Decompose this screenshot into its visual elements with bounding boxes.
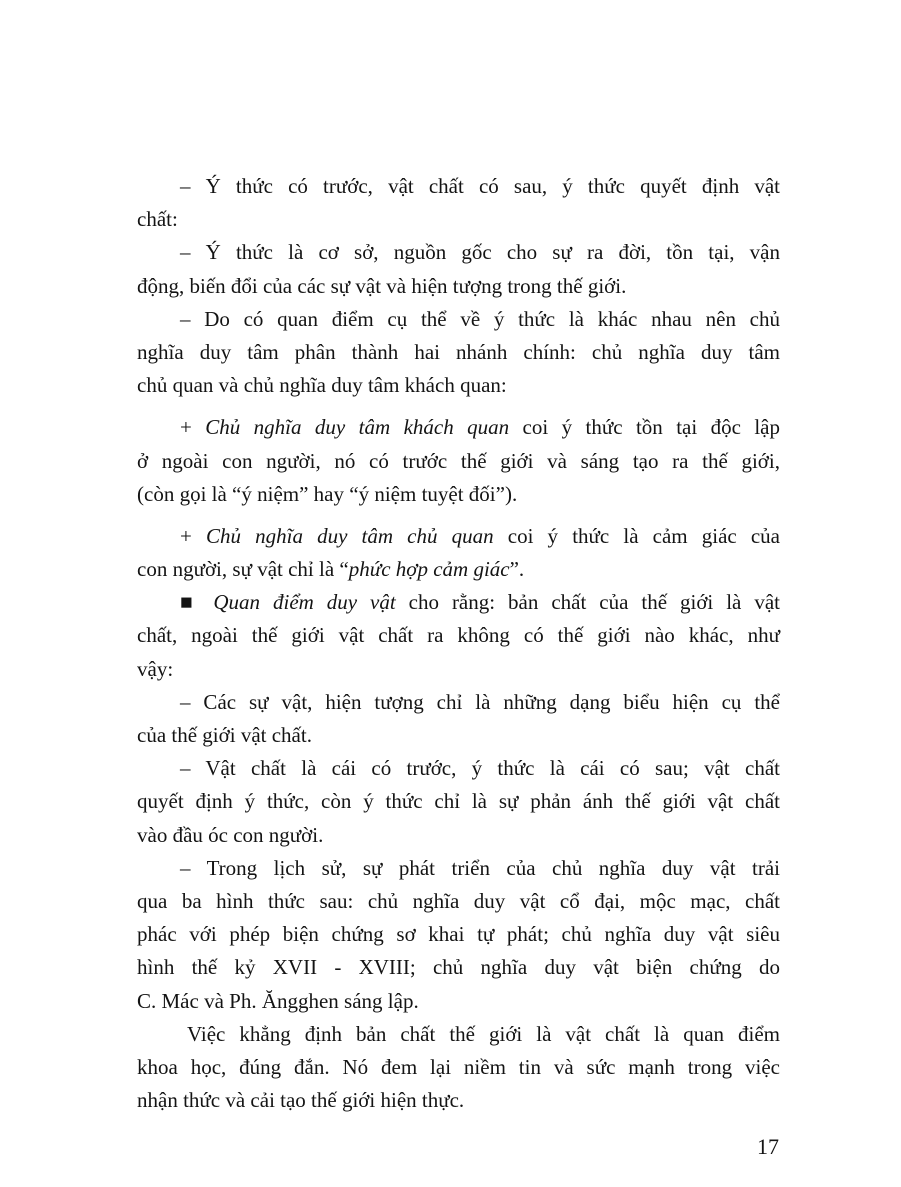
text-run: qua ba hình thức sau: chủ nghĩa duy vật cổ đại, mộc mạc, chất: [137, 888, 780, 913]
italic-term: Chủ nghĩa duy tâm khách quan: [205, 415, 510, 440]
text-run: cho rằng: bản chất của thế giới là vật: [395, 590, 780, 615]
text-run: phác với phép biện chứng sơ khai tự phát; chủ nghĩa duy vật siêu: [137, 922, 780, 947]
text-run: – Các sự vật, hiện tượng chỉ là những dạng biểu hiện cụ thể: [180, 689, 780, 714]
italic-term: phức hợp cảm giác: [348, 557, 510, 582]
paragraph: [137, 752, 780, 852]
text-line: [137, 1084, 780, 1117]
text-run: C. Mác và Ph. Ăngghen sáng lập.: [137, 988, 419, 1013]
text-line: [137, 203, 780, 236]
text-run: coi ý thức là cảm giác của: [493, 523, 781, 548]
text-line: [137, 236, 780, 269]
text-line: [137, 445, 780, 478]
text-line: [137, 985, 780, 1018]
text-run: chất:: [137, 207, 178, 232]
text-run: vào đầu óc con người.: [137, 822, 324, 847]
text-line: [137, 785, 780, 818]
text-run: nghĩa duy tâm phân thành hai nhánh chính: chủ nghĩa duy tâm: [137, 339, 780, 364]
text-run: +: [180, 523, 206, 548]
text-run: quyết định ý thức, còn ý thức chỉ là sự phản ánh thế giới vật chất: [137, 789, 780, 814]
text-line: [137, 336, 780, 369]
paragraph: [137, 686, 780, 752]
page-number: 17: [757, 1134, 779, 1159]
italic-term: Quan điểm duy vật: [213, 590, 396, 615]
text-run: con người, sự vật chỉ là “: [137, 557, 349, 582]
text-run: – Ý thức có trước, vật chất có sau, ý thức quyết định vật: [180, 174, 780, 198]
text-line: [137, 411, 780, 444]
text-run: – Trong lịch sử, sự phát triển của chủ nghĩa duy vật trải: [180, 855, 780, 880]
text-line: [137, 303, 780, 336]
paragraph: [137, 520, 780, 586]
text-line: [137, 1051, 780, 1084]
text-run: – Vật chất là cái có trước, ý thức là cái có sau; vật chất: [180, 756, 780, 781]
text-line: [137, 369, 780, 402]
text-line: [137, 653, 780, 686]
paragraph: [137, 303, 780, 403]
text-line: [137, 270, 780, 303]
text-line: [137, 1018, 780, 1051]
text-line: [137, 918, 780, 951]
text-line: [137, 752, 780, 785]
italic-term: Chủ nghĩa duy tâm chủ quan: [205, 523, 494, 548]
text-line: [137, 478, 780, 511]
text-run: vậy:: [137, 656, 174, 681]
text-line: [137, 885, 780, 918]
text-run: coi ý thức tồn tại độc lập: [509, 415, 780, 440]
paragraph: [137, 1018, 780, 1118]
text-run: – Do có quan điểm cụ thể về ý thức là khác nhau nên chủ: [180, 306, 780, 331]
text-line: [137, 819, 780, 852]
text-run: ”.: [509, 557, 525, 582]
text-run: ở ngoài con người, nó có trước thế giới và sáng tạo ra thế giới,: [137, 448, 780, 473]
paragraph: [137, 170, 780, 236]
text-line: [137, 586, 780, 619]
text-line: [137, 951, 780, 984]
text-line: [137, 553, 780, 586]
text-run: động, biến đổi của các sự vật và hiện tượng trong thế giới.: [137, 273, 627, 298]
text-run: chủ quan và chủ nghĩa duy tâm khách quan:: [137, 373, 507, 398]
text-run: +: [180, 415, 206, 440]
text-line: [137, 619, 780, 652]
paragraph: [137, 236, 780, 302]
text-line: [137, 520, 780, 553]
text-run: của thế giới vật chất.: [137, 723, 312, 747]
paragraph: [137, 586, 780, 686]
text-run: – Ý thức là cơ sở, nguồn gốc cho sự ra đời, tồn tại, vận: [180, 240, 780, 265]
text-line: [137, 170, 780, 203]
text-run: Việc khẳng định bản chất thế giới là vật chất là quan điểm: [187, 1021, 780, 1046]
text-run: ■: [180, 590, 214, 615]
paragraph: [137, 411, 780, 511]
text-run: hình thế kỷ XVII - XVIII; chủ nghĩa duy vật biện chứng do: [137, 955, 780, 980]
text-line: [137, 686, 780, 719]
text-run: khoa học, đúng đắn. Nó đem lại niềm tin và sức mạnh trong việc: [137, 1054, 780, 1079]
text-run: nhận thức và cải tạo thế giới hiện thực.: [137, 1088, 465, 1113]
page-body-text: [137, 170, 780, 1117]
text-run: (còn gọi là “ý niệm” hay “ý niệm tuyệt đối”).: [137, 481, 518, 506]
text-line: [137, 719, 780, 752]
text-line: [137, 852, 780, 885]
text-run: chất, ngoài thế giới vật chất ra không có thế giới nào khác, như: [137, 623, 780, 648]
paragraph: [137, 852, 780, 1018]
